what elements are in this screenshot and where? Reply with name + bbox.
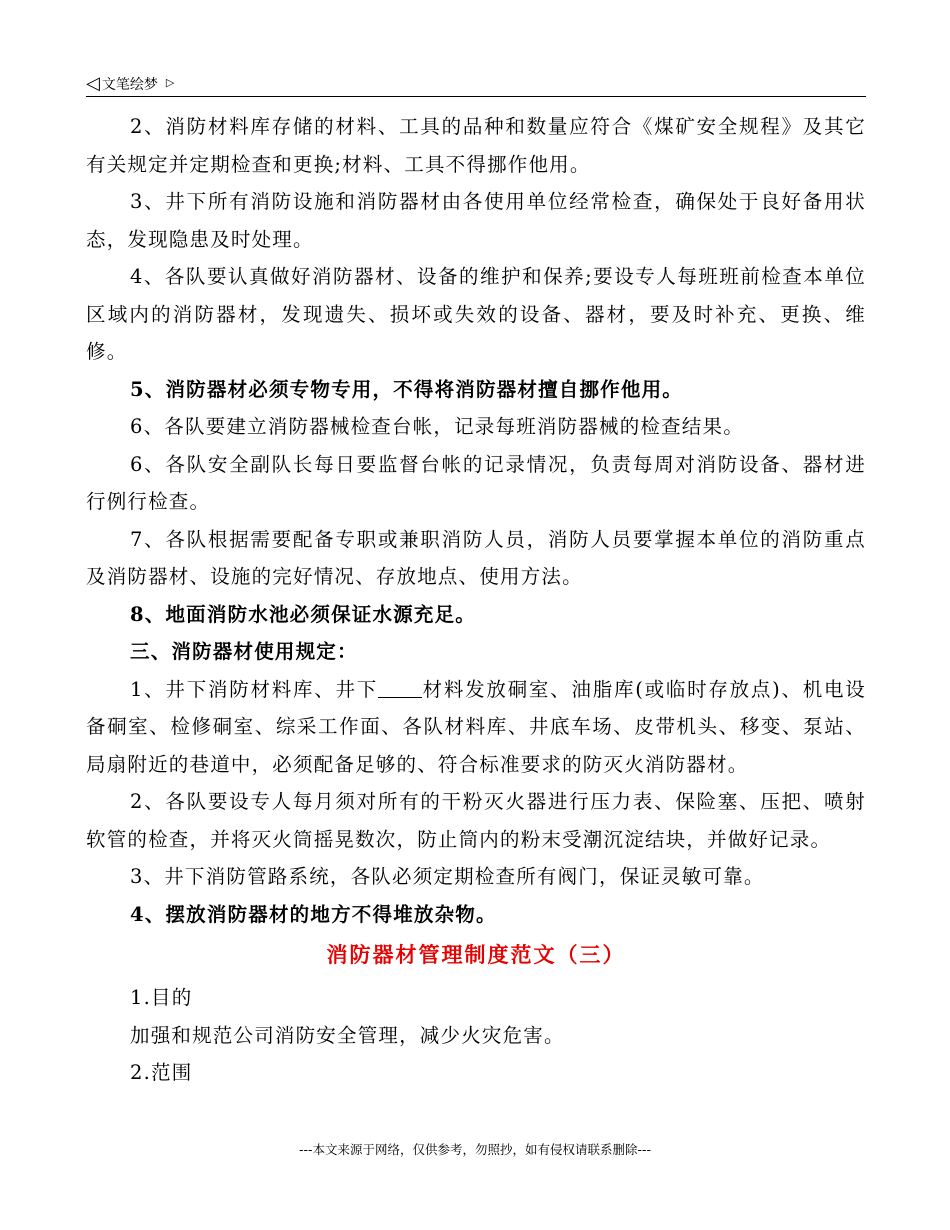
paragraph-bold: 5、消防器材必须专物专用，不得将消防器材擅自挪作他用。 xyxy=(130,377,683,401)
paragraph-with-blank xyxy=(86,671,866,784)
paragraph: 4、各队要认真做好消防器材、设备的维护和保养;要设专人每班班前检查本单位区域内的消防器材，发现遗失、损坏或失效的设备、器材，要及时补充、更换、维修。 xyxy=(86,265,866,363)
paragraph: 2、各队要设专人每月须对所有的干粉灭火器进行压力表、保险塞、压把、喷射软管的检查，并将灭火筒摇晃数次，防止筒内的粉末受潮沉淀结块，并做好记录。 xyxy=(86,790,866,851)
paragraph: 3、井下所有消防设施和消防器材由各使用单位经常检查，确保处于良好备用状态，发现隐患及时处理。 xyxy=(86,190,866,251)
page-header xyxy=(86,72,866,97)
paragraph: 6、各队安全副队长每日要监督台帐的记录情况，负责每周对消防设备、器材进行例行检查。 xyxy=(86,452,866,513)
paragraph-text-after-blank: 材料发放硐室、油脂库(或临时存放点)、机电设备硐室、检修硐室、综采工作面、各队材料库、井底车场、皮带机头、移变、泵站、局扇附近的巷道中，必须配备足够的、符合标准要求的防灭火消防器材。 xyxy=(86,677,866,776)
paragraph-bold: 4、摆放消防器材的地方不得堆放杂物。 xyxy=(130,902,497,926)
paragraph: 6、各队要建立消防器械检查台帐，记录每班消防器械的检查结果。 xyxy=(130,415,744,438)
brand-text: 文笔绘梦 xyxy=(101,77,158,93)
page-footer: ---本文来源于网络，仅供参考，勿照抄，如有侵权请联系删除--- xyxy=(298,1142,652,1157)
paragraph-text-before-blank: 1、井下消防材料库、井下 xyxy=(130,677,379,701)
section-title: 消防器材管理制度范文（三） xyxy=(326,942,626,967)
fill-in-blank xyxy=(378,679,422,698)
subsection-heading: 三、消防器材使用规定： xyxy=(130,640,358,663)
paragraph: 3、井下消防管路系统，各队必须定期检查所有阀门，保证灵敏可靠。 xyxy=(130,865,765,888)
left-triangle-icon: ◁ xyxy=(86,73,100,94)
document-body xyxy=(86,108,866,1092)
paragraph: 2、消防材料库存储的材料、工具的品种和数量应符合《煤矿安全规程》及其它有关规定并定期检查和更换;材料、工具不得挪作他用。 xyxy=(86,115,866,176)
header-brand xyxy=(86,72,174,96)
paragraph-bold: 8、地面消防水池必须保证水源充足。 xyxy=(130,602,476,626)
paragraph: 2.范围 xyxy=(130,1061,193,1084)
paragraph: 加强和规范公司消防安全管理，减少火灾危害。 xyxy=(130,1023,565,1047)
paragraph: 1.目的 xyxy=(130,986,193,1009)
paragraph: 7、各队根据需要配备专职或兼职消防人员，消防人员要掌握本单位的消防重点及消防器材、设施的完好情况、存放地点、使用方法。 xyxy=(86,527,866,588)
right-triangle-icon: ▷ xyxy=(165,76,175,89)
